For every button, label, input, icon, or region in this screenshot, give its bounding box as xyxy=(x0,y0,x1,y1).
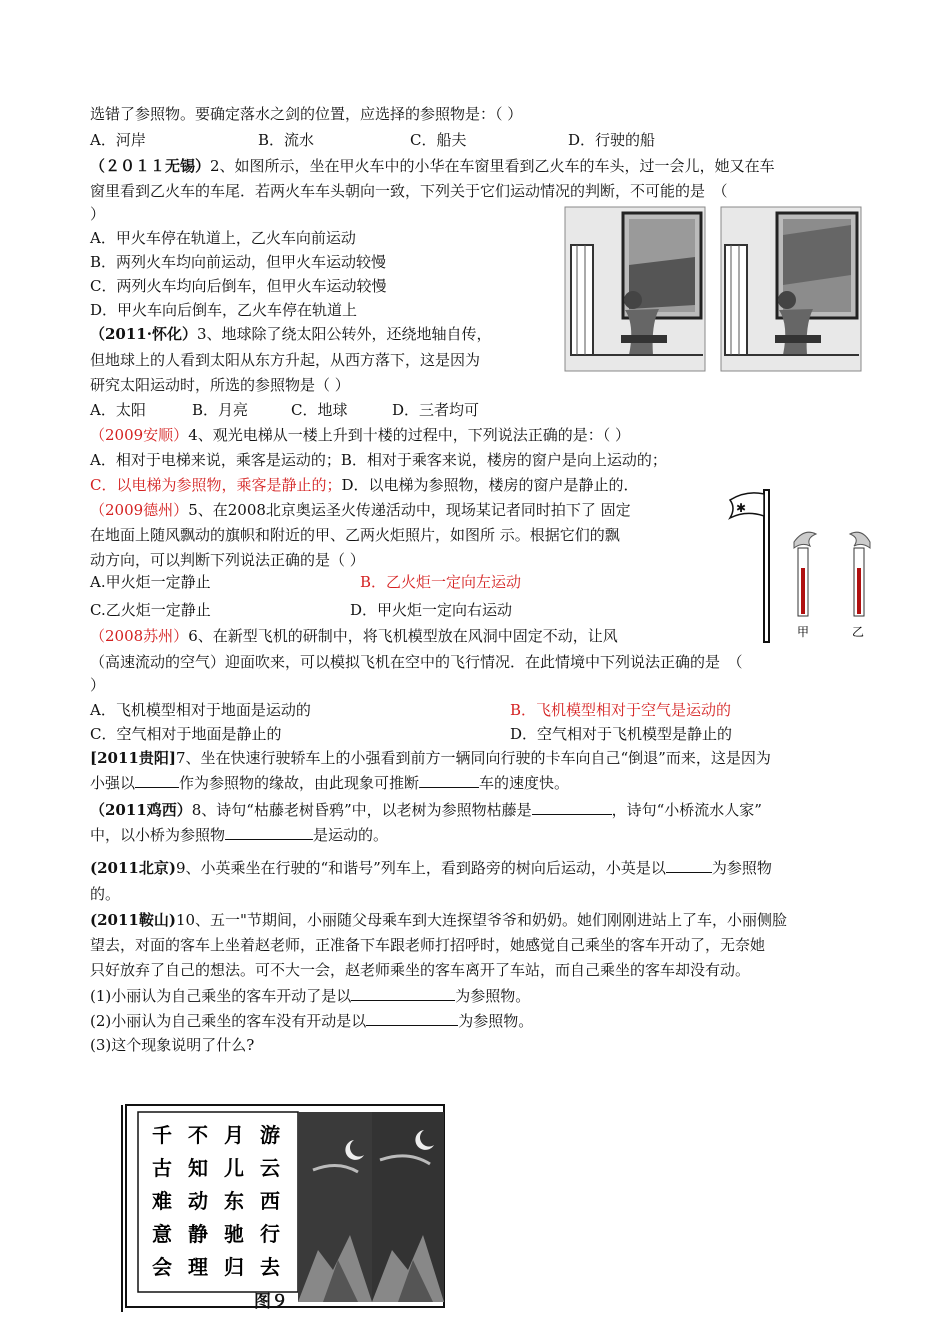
torch-yi-icon xyxy=(850,532,870,616)
poem-char: 古 xyxy=(152,1156,172,1180)
q1-option-d: D．行驶的船 xyxy=(568,131,656,149)
q10-blank-2[interactable] xyxy=(366,1011,458,1026)
q5-stem-line3: 动方向，可以判断下列说法正确的是（ ） xyxy=(90,551,365,569)
flag-icon xyxy=(730,490,769,642)
q2-option-a: A．甲火车停在轨道上，乙火车向前运动 xyxy=(90,229,356,247)
poem-char: 千 xyxy=(152,1123,172,1147)
q7-stem-line2: 小强以 作为参照物的缘故，由此现象可推断 车的速度快。 xyxy=(90,774,570,792)
q4-stem: （2009安顺）4、观光电梯从一楼上升到十楼的过程中，下列说法正确的是：（ ） xyxy=(90,426,631,444)
q9-stem-line1: (2011北京)9、小英乘坐在行驶的“和谐号”列车上，看到路旁的树向后运动，小英是以 为参照物 xyxy=(90,859,772,877)
q2-option-b: B．两列火车均向前运动，但甲火车运动较慢 xyxy=(90,253,387,271)
poem-char: 意 xyxy=(152,1222,172,1246)
poem-char: 动 xyxy=(188,1189,208,1213)
flag-torch-figure xyxy=(722,488,882,648)
q10-stem-line1: (2011鞍山)10、五一"节期间，小丽随父母乘车到大连探望爷爷和奶奶。她们刚刚进站上了车，小丽侧脸 xyxy=(90,911,787,929)
moon-scene-left xyxy=(298,1112,372,1302)
poem-char: 驰 xyxy=(224,1222,244,1246)
q9-source: (2011北京) xyxy=(90,859,176,877)
q10-sub3: (3)这个现象说明了什么? xyxy=(90,1036,255,1054)
q10-stem-line3: 只好放弃了自己的想法。可不大一会，赵老师乘坐的客车离开了车站，而自己乘坐的客车却没有动。 xyxy=(90,961,751,979)
q8-stem-line1: （2011鸡西）8、诗句“枯藤老树昏鸦”中，以老树为参照物枯藤是 ，诗句“小桥流水人家” xyxy=(90,801,762,819)
poem-char: 会 xyxy=(152,1255,172,1279)
q5-option-b: B．乙火炬一定向左运动 xyxy=(360,573,522,591)
q10-sub2: (2)小丽认为自己乘坐的客车没有开动是以 为参照物。 xyxy=(90,1012,534,1030)
moon-scene-right xyxy=(372,1112,444,1302)
q1-stem: 选错了参照物。要确定落水之剑的位置，应选择的参照物是：（ ） xyxy=(90,105,523,123)
q4-option-a: A．相对于电梯来说，乘客是运动的； xyxy=(90,451,341,469)
q4-option-b: B．相对于乘客来说，楼房的窗户是向上运动的； xyxy=(340,451,667,469)
q8-stem-line2: 中，以小桥为参照物 是运动的。 xyxy=(90,826,389,844)
poem-char: 游 xyxy=(260,1123,280,1147)
q4-option-d: D．以电梯为参照物，楼房的窗户是静止的． xyxy=(341,476,639,494)
q6-option-a: A．飞机模型相对于地面是运动的 xyxy=(90,701,311,719)
poem-char: 儿 xyxy=(224,1156,244,1180)
q3-stem-line1: （2011·怀化）3、地球除了绕太阳公转外，还绕地轴自传， xyxy=(90,325,492,343)
svg-text:✱: ✱ xyxy=(736,501,747,515)
q4-source: （2009安顺） xyxy=(90,426,189,444)
torch-yi-label: 乙 xyxy=(852,625,865,639)
q1-option-c: C．船夫 xyxy=(410,131,467,149)
q7-blank-2[interactable] xyxy=(419,773,479,788)
q2-option-c: C．两列火车均向后倒车，但甲火车运动较慢 xyxy=(90,277,387,295)
poem-char: 理 xyxy=(188,1255,208,1279)
poem-char: 去 xyxy=(260,1255,280,1279)
q7-blank-1[interactable] xyxy=(135,773,179,788)
poem-char: 不 xyxy=(188,1123,208,1147)
q10-sub1: (1)小丽认为自己乘坐的客车开动了是以 为参照物。 xyxy=(90,987,531,1005)
figure-caption: 图９ xyxy=(254,1292,288,1312)
q3-option-c: C．地球 xyxy=(291,401,348,419)
q8-blank-1[interactable] xyxy=(532,800,612,815)
poem-char: 西 xyxy=(260,1189,280,1213)
q6-source: （2008苏州） xyxy=(90,627,189,645)
q6-stem-line1: （2008苏州）6、在新型飞机的研制中，将飞机模型放在风洞中固定不动，让风 xyxy=(90,627,618,645)
poem-char: 静 xyxy=(188,1222,208,1246)
q1-option-a: A．河岸 xyxy=(90,131,146,149)
q3-source: （2011·怀化） xyxy=(90,325,197,343)
q10-blank-1[interactable] xyxy=(351,986,455,1001)
poem-char: 难 xyxy=(152,1189,172,1213)
q10-stem-line2: 望去，对面的客车上坐着赵老师，正准备下车跟老师打招呼时，她感觉自己乘坐的客车开动了，无奈她 xyxy=(90,936,766,954)
torch-jia-icon xyxy=(794,532,816,616)
q2-stem-line3: ） xyxy=(90,205,106,223)
q6-stem-line3: ） xyxy=(90,676,106,694)
q6-option-b: B．飞机模型相对于空气是运动的 xyxy=(510,701,732,719)
q1-option-b: B．流水 xyxy=(258,131,315,149)
q5-option-a: A.甲火炬一定静止 xyxy=(90,573,211,591)
q3-option-b: B．月亮 xyxy=(192,401,249,419)
q5-stem-line2: 在地面上随风飘动的旗帜和附近的甲、乙两火炬照片，如图所 示。根据它们的飘 xyxy=(90,526,620,544)
q2-source: （２０１１无锡） xyxy=(90,157,211,175)
q4-options-ab xyxy=(90,450,667,470)
q5-source: （2009德州） xyxy=(90,501,189,519)
q7-stem-line1: [2011贵阳]7、坐在快速行驶轿车上的小强看到前方一辆同向行驶的卡车向自己“倒退”而来，这是因为 xyxy=(90,749,771,767)
q5-stem-line1: （2009德州）5、在2008北京奥运圣火传递活动中，现场某记者同时拍下了 固定 xyxy=(90,501,631,519)
poem-char: 归 xyxy=(224,1255,244,1279)
poem-char: 知 xyxy=(188,1156,208,1180)
q4-option-c: C．以电梯为参照物，乘客是静止的； xyxy=(90,476,342,494)
q3-stem-line3: 研究太阳运动时，所选的参照物是（ ） xyxy=(90,376,350,394)
poem-char: 行 xyxy=(260,1222,280,1246)
q8-blank-2[interactable] xyxy=(225,825,313,840)
q9-blank-1[interactable] xyxy=(666,858,712,873)
train-panel-right xyxy=(721,207,861,371)
q5-option-d: D．甲火炬一定向右运动 xyxy=(350,601,513,619)
q2-stem-line2: 窗里看到乙火车的车尾．若两火车车头朝向一致，下列关于它们运动情况的判断，不可能的是 （ xyxy=(90,182,728,200)
q10-source: (2011鞍山) xyxy=(90,911,176,929)
q8-source: （2011鸡西） xyxy=(90,801,192,819)
q3-option-a: A．太阳 xyxy=(90,401,146,419)
torch-jia-label: 甲 xyxy=(797,625,810,639)
poem-char: 东 xyxy=(224,1189,244,1213)
q3-stem-line2: 但地球上的人看到太阳从东方升起，从西方落下，这是因为 xyxy=(90,351,481,369)
q2-stem-line1: （２０１１无锡）2、如图所示，坐在甲火车中的小华在车窗里看到乙火车的车头，过一会儿，她又在车 xyxy=(90,157,775,175)
q7-source: [2011贵阳] xyxy=(90,749,176,767)
q2-option-d: D．甲火车向后倒车，乙火车停在轨道上 xyxy=(90,301,358,319)
q3-option-d: D．三者均可 xyxy=(392,401,480,419)
poem-char: 月 xyxy=(224,1123,244,1147)
train-window-figure xyxy=(563,205,863,375)
q5-option-c: C.乙火炬一定静止 xyxy=(90,601,211,619)
q6-option-d: D．空气相对于飞机模型是静止的 xyxy=(510,725,733,743)
q9-stem-line2: 的。 xyxy=(90,885,121,903)
q6-option-c: C．空气相对于地面是静止的 xyxy=(90,725,282,743)
poem-char: 云 xyxy=(260,1156,280,1180)
q6-stem-line2: （高速流动的空气）迎面吹来，可以模拟飞机在空中的飞行情况．在此情境中下列说法正确的是 （ xyxy=(90,653,743,671)
train-panel-left xyxy=(565,207,705,371)
q4-options-cd xyxy=(90,475,639,495)
